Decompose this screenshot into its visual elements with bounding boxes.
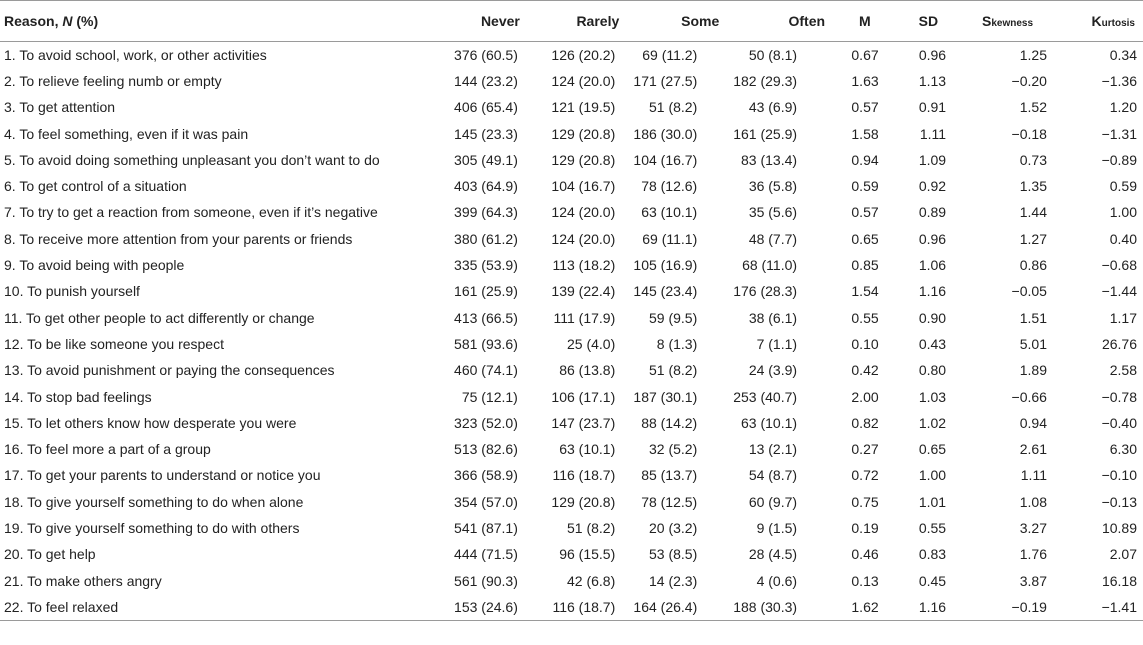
cell-never: 161 (25.9) — [454, 283, 518, 300]
header-some: Some — [627, 1, 727, 42]
table-row — [0, 252, 1143, 278]
cell-m: 0.59 — [851, 178, 879, 195]
cell-m: 0.10 — [851, 335, 879, 352]
cell-some: 187 (30.1) — [633, 388, 698, 405]
table-row — [0, 42, 1143, 68]
cell-skewness: 1.08 — [1019, 493, 1047, 510]
cell-sd: 1.01 — [918, 493, 947, 510]
cell-sd: 0.90 — [918, 309, 947, 326]
cell-some: 78 (12.5) — [641, 493, 698, 510]
cell-sd: 1.09 — [918, 151, 947, 168]
cell-some: 32 (5.2) — [648, 441, 698, 458]
cell-reason: 22. To feel relaxed — [0, 594, 429, 620]
cell-rarely: 86 (13.8) — [559, 362, 616, 379]
cell-reason: 16. To feel more a part of a group — [4, 441, 211, 458]
cell-often: 38 (6.1) — [748, 309, 798, 326]
cell-reason: 19. To give yourself something to do with others — [4, 519, 300, 536]
table-row — [0, 304, 1143, 330]
cell-kurtosis: −1.41 — [1055, 594, 1143, 620]
cell-skewness: −0.19 — [960, 594, 1055, 620]
cell-often: 48 (7.7) — [748, 230, 798, 247]
cell-often: 13 (2.1) — [748, 441, 798, 458]
cell-skewness: 1.52 — [1019, 99, 1047, 116]
table-row — [0, 331, 1143, 357]
cell-sd: 0.92 — [918, 178, 947, 195]
table-row — [0, 199, 1143, 225]
cell-rarely: 124 (20.0) — [551, 204, 616, 221]
cell-skewness: 5.01 — [1019, 335, 1047, 352]
cell-reason: 4. To feel something, even if it was pain — [4, 125, 249, 142]
table-header — [0, 1, 1143, 42]
cell-often: 176 (28.3) — [733, 283, 798, 300]
cell-sd: 1.11 — [919, 125, 947, 142]
cell-never: 513 (82.6) — [454, 441, 518, 458]
cell-some: 8 (1.3) — [656, 335, 698, 352]
cell-reason: 7. To try to get a reaction from someone, even if it’s negative — [4, 204, 378, 221]
cell-reason: 20. To get help — [4, 546, 96, 563]
cell-kurtosis: 2.58 — [1109, 362, 1137, 379]
cell-kurtosis: 16.18 — [1101, 572, 1137, 589]
table-row — [0, 436, 1143, 462]
table-row — [0, 462, 1143, 488]
cell-sd: 0.45 — [918, 572, 947, 589]
table-row — [0, 594, 1143, 620]
cell-m: 0.42 — [851, 362, 879, 379]
cell-rarely: 121 (19.5) — [551, 99, 616, 116]
cell-skewness: 0.73 — [1019, 151, 1047, 168]
cell-skewness: 1.11 — [1020, 467, 1047, 484]
cell-rarely: 25 (4.0) — [567, 335, 616, 352]
cell-sd: 1.02 — [918, 414, 947, 431]
cell-never: 335 (53.9) — [454, 257, 518, 274]
table-body — [0, 42, 1143, 621]
header-row — [0, 1, 1143, 42]
cell-kurtosis: 0.40 — [1109, 230, 1137, 247]
cell-never: 380 (61.2) — [454, 230, 518, 247]
cell-rarely: 51 (8.2) — [567, 519, 616, 536]
cell-m: 0.57 — [851, 204, 879, 221]
cell-sd: 0.96 — [918, 230, 947, 247]
table-row — [0, 147, 1143, 173]
table-row — [0, 120, 1143, 146]
cell-sd: 0.65 — [918, 441, 947, 458]
cell-often: 161 (25.9) — [733, 125, 798, 142]
table-row — [0, 567, 1143, 593]
cell-never: 366 (58.9) — [454, 467, 518, 484]
cell-never: 460 (74.1) — [454, 362, 518, 379]
header-sd: SD — [897, 1, 960, 42]
cell-skewness: −0.05 — [1011, 283, 1047, 300]
cell-m: 0.65 — [851, 230, 879, 247]
cell-never: 581 (93.6) — [454, 335, 518, 352]
cell-reason: 1. To avoid school, work, or other activities — [4, 46, 267, 63]
cell-kurtosis: 10.89 — [1101, 519, 1137, 536]
cell-rarely: 111 (17.9) — [553, 309, 616, 326]
cell-often: 28 (4.5) — [748, 546, 798, 563]
cell-never: 75 (12.1) — [461, 388, 518, 405]
cell-m: 0.27 — [851, 441, 879, 458]
header-reason-n: N — [62, 13, 73, 29]
cell-some: 104 (16.7) — [633, 151, 698, 168]
cell-rarely: 96 (15.5) — [559, 546, 616, 563]
cell-never: 153 (24.6) — [429, 594, 528, 620]
cell-sd: 1.16 — [918, 283, 947, 300]
cell-kurtosis: −0.89 — [1101, 151, 1137, 168]
cell-often: 4 (0.6) — [756, 572, 798, 589]
table-row — [0, 173, 1143, 199]
cell-skewness: 1.25 — [1019, 46, 1047, 63]
cell-never: 145 (23.3) — [454, 125, 518, 142]
cell-never: 399 (64.3) — [454, 204, 518, 221]
cell-some: 69 (11.1) — [642, 230, 698, 247]
header-never: Never — [429, 1, 528, 42]
cell-rarely: 116 (18.7) — [552, 467, 616, 484]
cell-some: 53 (8.5) — [648, 546, 698, 563]
header-skewness-sub: kewness — [991, 18, 1034, 29]
cell-reason: 18. To give yourself something to do when alone — [4, 493, 304, 510]
cell-some: 51 (8.2) — [648, 99, 698, 116]
table-row — [0, 383, 1143, 409]
cell-kurtosis: −0.40 — [1101, 414, 1137, 431]
cell-reason: 5. To avoid doing something unpleasant you don’t want to do — [4, 151, 380, 168]
cell-some: 59 (9.5) — [648, 309, 698, 326]
cell-skewness: 1.44 — [1019, 204, 1047, 221]
cell-rarely: 124 (20.0) — [551, 72, 616, 89]
cell-m: 0.82 — [851, 414, 879, 431]
cell-skewness: 0.94 — [1019, 414, 1047, 431]
cell-m: 0.46 — [851, 546, 879, 563]
cell-some: 51 (8.2) — [648, 362, 698, 379]
cell-skewness: 1.27 — [1019, 230, 1047, 247]
cell-skewness: 0.86 — [1019, 257, 1047, 274]
cell-often: 9 (1.5) — [756, 519, 798, 536]
cell-skewness: −0.18 — [1011, 125, 1047, 142]
cell-m: 1.62 — [833, 594, 897, 620]
cell-some: 145 (23.4) — [633, 283, 698, 300]
cell-rarely: 129 (20.8) — [551, 125, 616, 142]
cell-m: 0.72 — [851, 467, 879, 484]
table-row — [0, 68, 1143, 94]
cell-rarely: 104 (16.7) — [551, 178, 616, 195]
cell-reason: 8. To receive more attention from your parents or friends — [4, 230, 353, 247]
cell-sd: 0.43 — [918, 335, 947, 352]
cell-never: 403 (64.9) — [454, 178, 518, 195]
cell-rarely: 106 (17.1) — [551, 388, 616, 405]
table-row — [0, 410, 1143, 436]
cell-m: 1.54 — [851, 283, 879, 300]
cell-often: 60 (9.7) — [748, 493, 798, 510]
cell-reason: 13. To avoid punishment or paying the consequences — [4, 362, 335, 379]
cell-some: 186 (30.0) — [633, 125, 698, 142]
cell-m: 1.63 — [851, 72, 879, 89]
cell-sd: 1.00 — [918, 467, 947, 484]
cell-some: 69 (11.2) — [642, 46, 698, 63]
cell-m: 2.00 — [851, 388, 879, 405]
cell-skewness: 2.61 — [1019, 441, 1047, 458]
cell-often: 7 (1.1) — [756, 335, 798, 352]
cell-sd: 0.83 — [918, 546, 947, 563]
header-reason-prefix: Reason, — [4, 13, 59, 29]
cell-some: 78 (12.6) — [641, 178, 698, 195]
cell-never: 323 (52.0) — [454, 414, 518, 431]
cell-rarely: 113 (18.2) — [552, 257, 616, 274]
table-row — [0, 94, 1143, 120]
table-row — [0, 489, 1143, 515]
cell-kurtosis: 0.34 — [1109, 46, 1137, 63]
cell-never: 444 (71.5) — [454, 546, 518, 563]
cell-often: 43 (6.9) — [748, 99, 798, 116]
header-skewness — [960, 1, 1055, 42]
cell-often: 83 (13.4) — [741, 151, 798, 168]
cell-some: 88 (14.2) — [641, 414, 698, 431]
header-rarely: Rarely — [528, 1, 627, 42]
cell-skewness: 1.35 — [1019, 178, 1047, 195]
cell-skewness: 1.89 — [1019, 362, 1047, 379]
cell-skewness: −0.66 — [1011, 388, 1047, 405]
cell-sd: 0.55 — [918, 519, 947, 536]
table-row — [0, 278, 1143, 304]
cell-never: 541 (87.1) — [454, 519, 518, 536]
cell-some: 14 (2.3) — [648, 572, 698, 589]
cell-never: 305 (49.1) — [454, 151, 518, 168]
cell-sd: 0.89 — [918, 204, 947, 221]
cell-kurtosis: −0.10 — [1101, 467, 1137, 484]
cell-often: 253 (40.7) — [733, 388, 798, 405]
cell-reason: 15. To let others know how desperate you were — [4, 414, 297, 431]
cell-rarely: 129 (20.8) — [551, 151, 616, 168]
cell-skewness: 1.51 — [1019, 309, 1047, 326]
cell-often: 50 (8.1) — [748, 46, 798, 63]
cell-m: 0.85 — [851, 257, 879, 274]
header-reason-suffix: (%) — [76, 13, 99, 29]
cell-never: 376 (60.5) — [454, 46, 518, 63]
cell-m: 1.58 — [851, 125, 879, 142]
cell-rarely: 139 (22.4) — [551, 283, 616, 300]
cell-rarely: 147 (23.7) — [551, 414, 616, 431]
cell-often: 24 (3.9) — [748, 362, 798, 379]
header-kurtosis-sub: urtosis — [1101, 18, 1135, 29]
cell-kurtosis: −0.13 — [1101, 493, 1137, 510]
cell-kurtosis: −1.36 — [1101, 72, 1137, 89]
cell-m: 0.19 — [851, 519, 879, 536]
cell-sd: 1.13 — [918, 72, 947, 89]
cell-often: 68 (11.0) — [742, 257, 798, 274]
header-kurtosis-main: K — [1091, 13, 1102, 29]
cell-never: 413 (66.5) — [454, 309, 518, 326]
cell-rarely: 126 (20.2) — [551, 46, 616, 63]
cell-sd: 1.03 — [918, 388, 947, 405]
cell-some: 171 (27.5) — [633, 72, 698, 89]
cell-kurtosis: −1.44 — [1101, 283, 1137, 300]
cell-sd: 0.91 — [918, 99, 947, 116]
cell-rarely: 129 (20.8) — [551, 493, 616, 510]
cell-some: 85 (13.7) — [641, 467, 698, 484]
cell-kurtosis: 1.00 — [1109, 204, 1137, 221]
cell-reason: 10. To punish yourself — [4, 283, 140, 300]
cell-skewness: −0.20 — [1011, 72, 1047, 89]
cell-reason: 14. To stop bad feelings — [4, 388, 152, 405]
cell-some: 20 (3.2) — [648, 519, 698, 536]
cell-kurtosis: 6.30 — [1109, 441, 1137, 458]
cell-often: 54 (8.7) — [748, 467, 798, 484]
cell-some: 164 (26.4) — [627, 594, 727, 620]
cell-m: 0.75 — [851, 493, 879, 510]
cell-kurtosis: 1.17 — [1109, 309, 1137, 326]
cell-reason: 9. To avoid being with people — [4, 257, 185, 274]
cell-often: 63 (10.1) — [741, 414, 798, 431]
cell-reason: 6. To get control of a situation — [4, 178, 187, 195]
cell-kurtosis: 0.59 — [1109, 178, 1137, 195]
cell-sd: 0.80 — [918, 362, 947, 379]
cell-m: 0.57 — [851, 99, 879, 116]
cell-sd: 1.06 — [918, 257, 947, 274]
cell-rarely: 63 (10.1) — [559, 441, 616, 458]
cell-m: 0.55 — [851, 309, 879, 326]
table-row — [0, 515, 1143, 541]
cell-kurtosis: −1.31 — [1101, 125, 1137, 142]
cell-skewness: 3.27 — [1019, 519, 1047, 536]
cell-reason: 12. To be like someone you respect — [4, 335, 224, 352]
cell-skewness: 3.87 — [1019, 572, 1047, 589]
cell-often: 182 (29.3) — [733, 72, 798, 89]
cell-some: 105 (16.9) — [633, 257, 698, 274]
cell-kurtosis: −0.78 — [1101, 388, 1137, 405]
cell-often: 36 (5.8) — [748, 178, 798, 195]
cell-sd: 1.16 — [897, 594, 960, 620]
cell-m: 0.13 — [851, 572, 879, 589]
header-m: M — [833, 1, 897, 42]
header-reason — [0, 1, 429, 42]
cell-kurtosis: 26.76 — [1101, 335, 1137, 352]
cell-rarely: 124 (20.0) — [551, 230, 616, 247]
cell-reason: 17. To get your parents to understand or notice you — [4, 467, 321, 484]
table-row — [0, 541, 1143, 567]
cell-m: 0.67 — [851, 46, 879, 63]
cell-reason: 3. To get attention — [4, 99, 116, 116]
cell-sd: 0.96 — [918, 46, 947, 63]
cell-never: 354 (57.0) — [454, 493, 518, 510]
table-row — [0, 226, 1143, 252]
cell-often: 35 (5.6) — [748, 204, 798, 221]
cell-rarely: 42 (6.8) — [567, 572, 616, 589]
cell-kurtosis: 1.20 — [1109, 99, 1137, 116]
cell-never: 561 (90.3) — [454, 572, 518, 589]
cell-kurtosis: 2.07 — [1109, 546, 1137, 563]
cell-some: 63 (10.1) — [641, 204, 698, 221]
cell-reason: 2. To relieve feeling numb or empty — [4, 72, 222, 89]
cell-kurtosis: −0.68 — [1101, 257, 1137, 274]
header-kurtosis — [1055, 1, 1143, 42]
header-skewness-main: S — [982, 13, 992, 29]
cell-reason: 21. To make others angry — [4, 572, 162, 589]
header-often: Often — [727, 1, 833, 42]
cell-rarely: 116 (18.7) — [528, 594, 627, 620]
cell-never: 406 (65.4) — [454, 99, 518, 116]
cell-reason: 11. To get other people to act differently or change — [4, 309, 315, 326]
cell-m: 0.94 — [851, 151, 879, 168]
table-row — [0, 357, 1143, 383]
cell-never: 144 (23.2) — [454, 72, 518, 89]
cell-skewness: 1.76 — [1019, 546, 1047, 563]
cell-often: 188 (30.3) — [727, 594, 833, 620]
